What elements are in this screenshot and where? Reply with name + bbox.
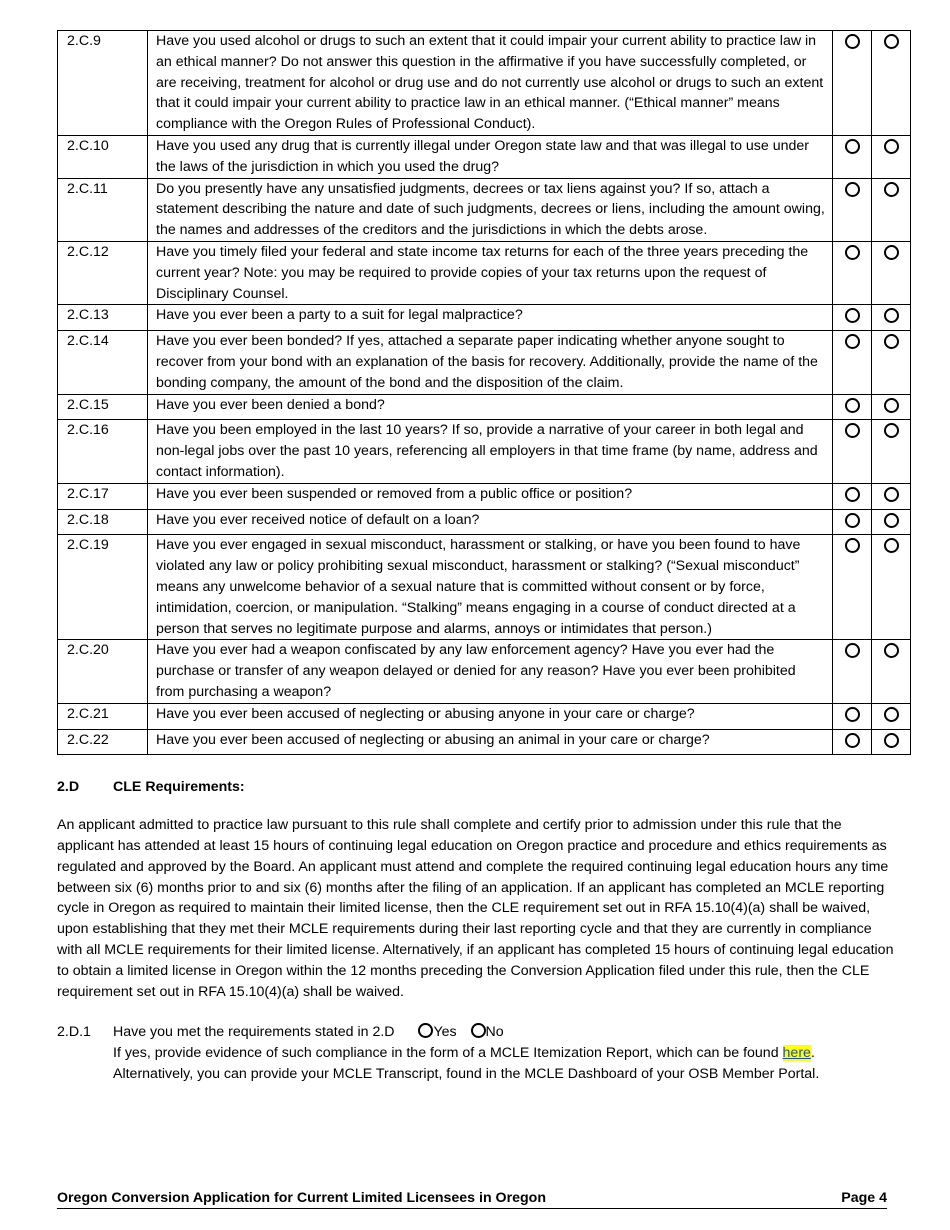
no-cell (872, 305, 911, 331)
yes-cell (833, 178, 872, 241)
question-code: 2.D.1 (57, 1024, 91, 1041)
question-row (58, 305, 911, 331)
yes-radio[interactable] (845, 707, 860, 722)
no-cell (872, 703, 911, 729)
yes-radio[interactable] (845, 334, 860, 349)
question-2d1 (57, 1022, 897, 1084)
yes-radio[interactable] (845, 245, 860, 260)
yes-radio[interactable] (845, 487, 860, 502)
yes-cell (833, 31, 872, 136)
question-row (58, 535, 911, 640)
questions-table (57, 30, 911, 755)
question-number: 2.C.10 (58, 135, 148, 178)
no-cell (872, 331, 911, 394)
no-cell (872, 483, 911, 509)
page-footer (57, 1189, 887, 1209)
question-text: Have you ever had a weapon confiscated by any law enforcement agency? Have you ever had the purchase or transfer of any weapon delayed or denied for any reason? Have you ever been prohibited from purchasing a weapon? (148, 640, 833, 703)
no-radio[interactable] (884, 334, 899, 349)
evidence-period: . (810, 1045, 815, 1062)
question-text: Have you timely filed your federal and state income tax returns for each of the three years preceding the current year? Note: you may be required to provide copies of your tax returns upon the request of Disciplinary Counsel. (148, 241, 833, 304)
question-row (58, 483, 911, 509)
no-cell (872, 241, 911, 304)
question-row (58, 703, 911, 729)
cle-requirements-paragraph: An applicant admitted to practice law pursuant to this rule shall complete and certify prior to admission under this rule that the applicant has attended at least 15 hours of continuing legal education on Oregon practice and procedure and ethics requirements as regulated and approved by the Board. An applicant must attend and complete the required continuing legal education hours any time between six (6) months prior to and six (6) months after the filing of an application. If an applicant has completed an MCLE reporting cycle in Oregon as required to maintain their limited license, then the CLE requirement set out in RFA 15.10(4)(a) shall be waived, upon establishing that they met their MCLE requirements during their last reporting cycle and that they are currently in compliance with all MCLE requirements for their limited license. Alternatively, if an applicant has completed 15 hours of continuing legal education to obtain a limited license in Oregon within the 12 months preceding the Conversion Application filed under this rule, then the CLE requirement set out in RFA 15.10(4)(a) shall be waived. (57, 817, 894, 1000)
section-code: 2.D (57, 779, 80, 796)
question-text: Have you ever been a party to a suit for legal malpractice? (148, 305, 833, 331)
no-radio[interactable] (884, 398, 899, 413)
question-row (58, 729, 911, 755)
yes-cell (833, 420, 872, 483)
yes-cell (833, 305, 872, 331)
no-cell (872, 729, 911, 755)
question-row (58, 31, 911, 136)
no-radio[interactable] (884, 182, 899, 197)
question-row (58, 241, 911, 304)
yes-cell (833, 640, 872, 703)
yes-cell (833, 509, 872, 535)
yes-label: Yes (433, 1024, 457, 1041)
no-cell (872, 135, 911, 178)
no-label: No (485, 1024, 504, 1041)
question-number: 2.C.9 (58, 31, 148, 136)
question-row (58, 394, 911, 420)
question-row (58, 420, 911, 483)
yes-radio[interactable] (845, 308, 860, 323)
yes-cell (833, 729, 872, 755)
no-radio[interactable] (884, 423, 899, 438)
yes-radio[interactable] (418, 1023, 433, 1038)
question-text: Have you ever received notice of default on a loan? (148, 509, 833, 535)
no-radio[interactable] (471, 1023, 486, 1038)
no-radio[interactable] (884, 513, 899, 528)
section-2d-heading (57, 779, 897, 795)
yes-cell (833, 535, 872, 640)
yes-radio[interactable] (845, 34, 860, 49)
yes-radio[interactable] (845, 733, 860, 748)
question-text: Have you met the requirements stated in 2.D (113, 1024, 395, 1041)
evidence-text: If yes, provide evidence of such compliance in the form of a MCLE Itemization Report, which can be found (113, 1045, 779, 1062)
question-text: Have you ever been bonded? If yes, attached a separate paper indicating whether anyone sought to recover from your bond with an explanation of the basis for recovery. Additionally, provide the name of the bonding company, the amount of the bond and the disposition of the claim. (148, 331, 833, 394)
no-radio[interactable] (884, 643, 899, 658)
question-text: Do you presently have any unsatisfied judgments, decrees or tax liens against you? If so, attach a statement describing the nature and date of such judgments, decrees or liens, including the amount owing, the names and addresses of the creditors and the jurisdictions in which the debts arose. (148, 178, 833, 241)
question-row (58, 509, 911, 535)
question-number: 2.C.12 (58, 241, 148, 304)
yes-cell (833, 135, 872, 178)
evidence-line (113, 1043, 897, 1064)
no-cell (872, 535, 911, 640)
question-row (58, 135, 911, 178)
section-title: CLE Requirements: (113, 779, 245, 796)
yes-radio[interactable] (845, 643, 860, 658)
question-line (113, 1022, 897, 1043)
question-text: Have you ever been accused of neglecting or abusing anyone in your care or charge? (148, 703, 833, 729)
yes-radio[interactable] (845, 513, 860, 528)
no-cell (872, 31, 911, 136)
yes-cell (833, 241, 872, 304)
no-cell (872, 394, 911, 420)
question-text: Have you used any drug that is currently illegal under Oregon state law and that was illegal to use under the laws of the jurisdiction in which you used the drug? (148, 135, 833, 178)
question-text: Have you ever been denied a bond? (148, 394, 833, 420)
application-page (57, 30, 897, 1085)
no-cell (872, 640, 911, 703)
page-number: Page 4 (841, 1190, 887, 1206)
question-number: 2.C.13 (58, 305, 148, 331)
here-link[interactable]: here (782, 1045, 811, 1062)
yes-radio[interactable] (845, 398, 860, 413)
question-text: Have you used alcohol or drugs to such an extent that it could impair your current ability to practice law in an ethical manner? Do not answer this question in the affirmative if you have successfully completed, or are receiving, treatment for alcohol or drug use and do not currently use alcohol or drugs to such an extent that it could impair your current ability to practice law in an ethical manner. (“Ethical manner” means compliance with the Oregon Rules of Professional Conduct). (148, 31, 833, 136)
question-text: Have you ever engaged in sexual misconduct, harassment or stalking, or have you been found to have violated any law or policy prohibiting sexual misconduct, harassment or stalking? (“Sexual misconduct” means any unwelcome behavior of a sexual nature that is committed without consent or by force, intimidation, coercion, or manipulation. “Stalking” means engaging in a course of conduct directed at a person that serves no legitimate purpose and alarms, annoys or intimidates that person.) (148, 535, 833, 640)
question-number: 2.C.20 (58, 640, 148, 703)
question-number: 2.C.16 (58, 420, 148, 483)
question-number: 2.C.19 (58, 535, 148, 640)
no-radio[interactable] (884, 538, 899, 553)
question-text: Have you been employed in the last 10 years? If so, provide a narrative of your career in both legal and non-legal jobs over the past 10 years, referencing all employers in that time frame (by name, address and contact information). (148, 420, 833, 483)
yes-radio[interactable] (845, 423, 860, 438)
no-radio[interactable] (884, 245, 899, 260)
yes-radio[interactable] (845, 182, 860, 197)
yes-cell (833, 331, 872, 394)
question-number: 2.C.11 (58, 178, 148, 241)
yes-radio[interactable] (845, 538, 860, 553)
no-radio[interactable] (884, 34, 899, 49)
yes-radio[interactable] (845, 139, 860, 154)
question-text: Have you ever been accused of neglecting or abusing an animal in your care or charge? (148, 729, 833, 755)
no-cell (872, 420, 911, 483)
question-text: Have you ever been suspended or removed from a public office or position? (148, 483, 833, 509)
no-radio[interactable] (884, 707, 899, 722)
question-number: 2.C.14 (58, 331, 148, 394)
question-number: 2.C.17 (58, 483, 148, 509)
no-radio[interactable] (884, 139, 899, 154)
no-cell (872, 509, 911, 535)
question-row (58, 640, 911, 703)
question-number: 2.C.15 (58, 394, 148, 420)
question-row (58, 178, 911, 241)
yes-cell (833, 483, 872, 509)
footer-title: Oregon Conversion Application for Current Limited Licensees in Oregon (57, 1190, 547, 1206)
no-radio[interactable] (884, 487, 899, 502)
yes-cell (833, 394, 872, 420)
no-cell (872, 178, 911, 241)
yes-cell (833, 703, 872, 729)
alternative-line: Alternatively, you can provide your MCLE Transcript, found in the MCLE Dashboard of your OSB Member Portal. (113, 1066, 820, 1083)
no-radio[interactable] (884, 733, 899, 748)
question-number: 2.C.22 (58, 729, 148, 755)
question-row (58, 331, 911, 394)
no-radio[interactable] (884, 308, 899, 323)
question-number: 2.C.21 (58, 703, 148, 729)
question-number: 2.C.18 (58, 509, 148, 535)
